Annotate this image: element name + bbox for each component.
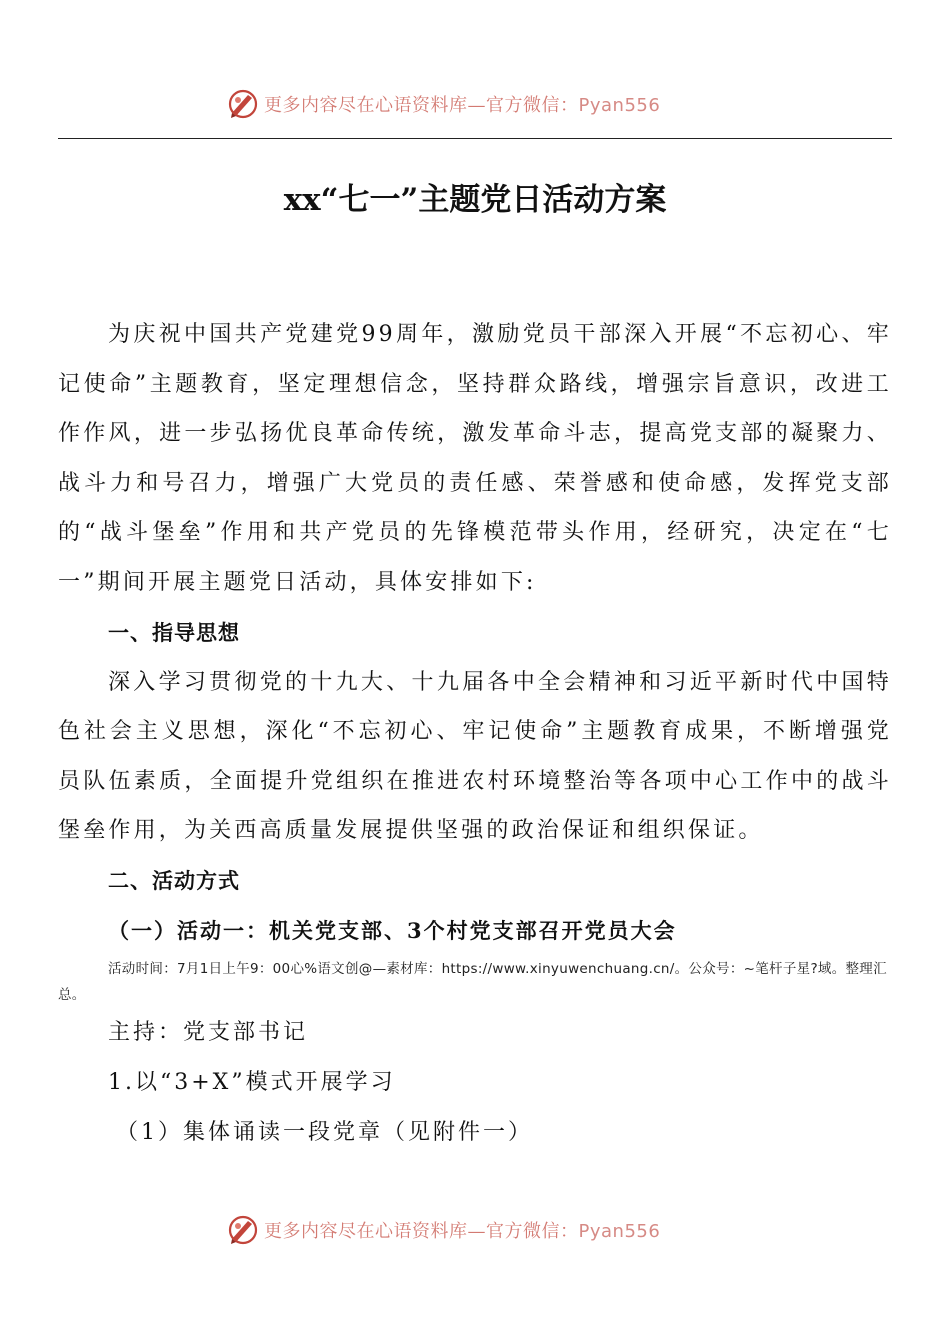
header-rule [58, 138, 892, 139]
pen-circle-logo-icon [226, 1213, 260, 1247]
document-title: xx“七一”主题党日活动方案 [283, 182, 667, 218]
activity-1-heading: （一）活动一：机关党支部、3个村党支部召开党员大会 [108, 917, 677, 943]
host-line: 主持：党支部书记 [108, 1019, 309, 1045]
pen-circle-logo-icon [226, 87, 260, 121]
document-body [58, 310, 892, 1158]
list-item-1-1: （1）集体诵读一段党章（见附件一） [116, 1119, 533, 1145]
header-banner [0, 84, 950, 124]
footer-banner [0, 1210, 950, 1250]
banner-text: 更多内容尽在心语资料库—官方微信：Pyan556 [264, 1221, 661, 1242]
section-heading-2: 二、活动方式 [108, 868, 240, 893]
banner-text: 更多内容尽在心语资料库—官方微信：Pyan556 [264, 95, 661, 116]
activity-time-note: 活动时间：7月1日上午9：00心%语文创@—素材库：https://www.xinyuwenchuang.cn/。公众号：~笔杆子星?域。整理汇总。 [58, 960, 887, 1003]
section-1-paragraph: 深入学习贯彻党的十九大、十九届各中全会精神和习近平新时代中国特色社会主义思想，深化“不忘初心、牢记使命”主题教育成果，不断增强党员队伍素质，全面提升党组织在推进农村环境整治等各项中心工作中的战斗堡垒作用，为关西高质量发展提供坚强的政治保证和组织保证。 [58, 669, 892, 844]
intro-paragraph: 为庆祝中国共产党建党99周年，激励党员干部深入开展“不忘初心、牢记使命”主题教育，坚定理想信念，坚持群众路线，增强宗旨意识，改进工作作风，进一步弘扬优良革命传统，激发革命斗志，提高党支部的凝聚力、战斗力和号召力，增强广大党员的责任感、荣誉感和使命感，发挥党支部的“战斗堡垒”作用和共产党员的先锋模范带头作用，经研究，决定在“七一”期间开展主题党日活动，具体安排如下: [58, 322, 892, 595]
section-heading-1: 一、指导思想 [108, 620, 240, 645]
list-item-1: 1.以“3+X”模式开展学习 [108, 1069, 396, 1095]
